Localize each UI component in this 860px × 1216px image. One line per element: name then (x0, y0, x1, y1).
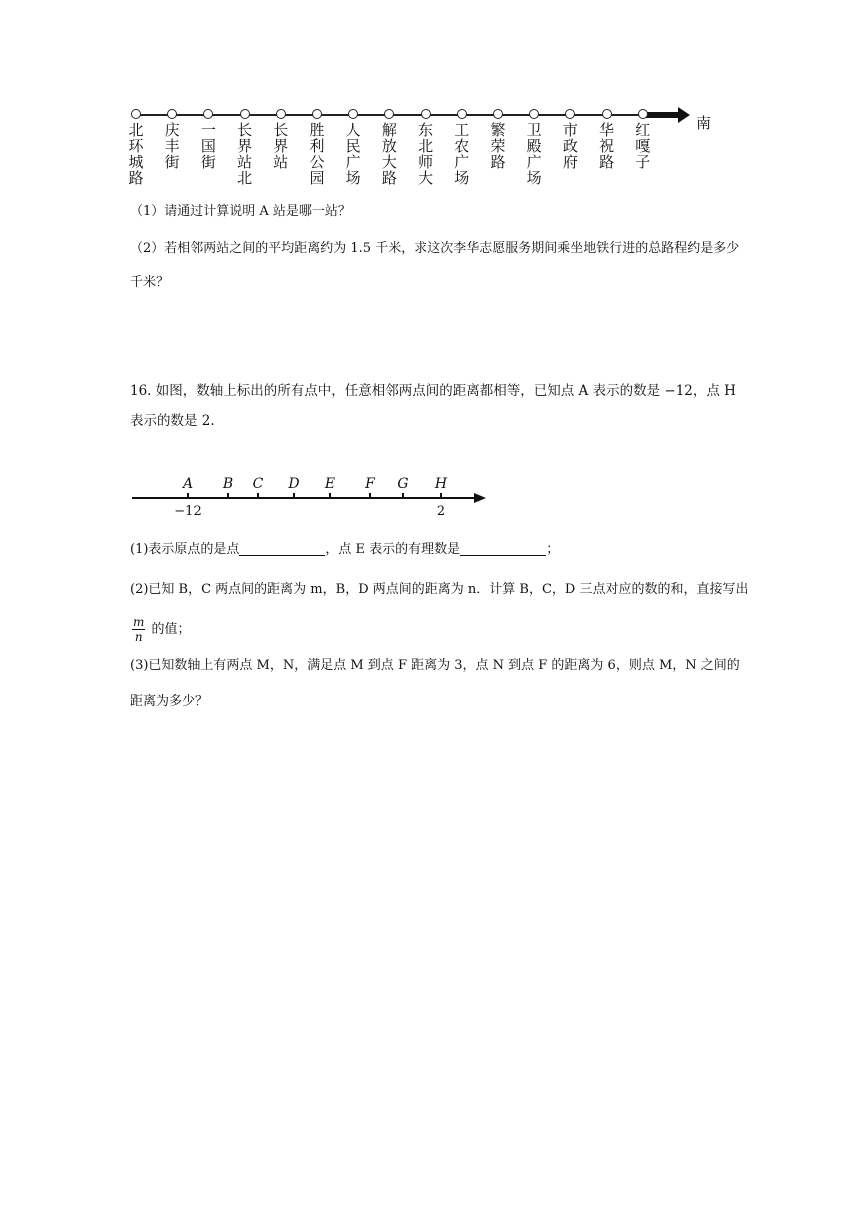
station-11 (485, 109, 511, 170)
station-dot-icon (131, 109, 141, 119)
station-dot-icon (529, 109, 539, 119)
station-name: 红嘎子 (635, 121, 651, 171)
station-name: 长界站北 (237, 121, 253, 187)
station-3 (195, 109, 221, 170)
question-15-part-1: （1）请通过计算说明 A 站是哪一站？ (130, 204, 351, 219)
station-name: 人民广场 (345, 121, 361, 187)
question-15-part-2: （2）若相邻两站之间的平均距离约为 1.5 千米，求这次李华志愿服务期间乘坐地铁行进的总路程约是多少千米？ (130, 241, 740, 290)
station-dot-icon (384, 109, 394, 119)
station-name: 卫殿广场 (526, 121, 542, 187)
question-16-part-2 (130, 570, 750, 650)
station-name: 解放大路 (381, 121, 397, 187)
station-dot-icon (421, 109, 431, 119)
station-name: 市政府 (562, 121, 578, 171)
station-name: 繁荣路 (490, 121, 506, 171)
station-6 (304, 109, 330, 186)
station-dot-icon (276, 109, 286, 119)
station-name: 东北师大 (418, 121, 434, 187)
station-13 (557, 109, 583, 170)
station-name: 胜利公园 (309, 121, 325, 187)
point-label-a: A (182, 476, 194, 492)
question-16-part-1 (130, 535, 750, 565)
tick-mark-h (440, 493, 442, 499)
station-name: 一国街 (200, 121, 216, 171)
station-name: 庆丰街 (164, 121, 180, 171)
station-10 (449, 109, 475, 186)
station-name: 工农广场 (454, 121, 470, 187)
point-label-e: E (324, 476, 336, 492)
fraction-denominator: n (134, 630, 143, 644)
station-dot-icon (203, 109, 213, 119)
station-dot-icon (348, 109, 358, 119)
station-dot-icon (638, 109, 648, 119)
tick-mark-f (369, 493, 371, 499)
point-label-f: F (365, 476, 375, 492)
part-1-text-b: ，点 E 表示的有理数是 (325, 542, 461, 557)
station-2 (159, 109, 185, 170)
number-line (132, 474, 492, 522)
direction-label: 南 (696, 114, 712, 132)
station-dot-icon (602, 109, 612, 119)
answer-blank-origin[interactable] (239, 539, 325, 556)
metro-line-diagram (120, 100, 740, 200)
part-1-text-a: (1)表示原点的是点 (130, 542, 240, 557)
tick-mark-g (402, 493, 404, 499)
station-dot-icon (167, 109, 177, 119)
station-dot-icon (240, 109, 250, 119)
station-9 (413, 109, 439, 186)
station-dot-icon (493, 109, 503, 119)
point-label-d: D (288, 476, 300, 492)
station-4 (232, 109, 258, 186)
station-name: 华祝路 (599, 121, 615, 171)
fraction-m-over-n (132, 615, 145, 644)
tick-mark-a (187, 493, 189, 499)
station-1 (123, 109, 149, 186)
station-dot-icon (457, 109, 467, 119)
direction-arrow-icon (678, 107, 690, 123)
station-5 (268, 109, 294, 170)
number-line-axis (132, 497, 476, 499)
point-label-g: G (397, 476, 409, 492)
part-1-text-c: ； (546, 542, 560, 557)
answer-blank-e-value[interactable] (460, 539, 546, 556)
station-dot-icon (565, 109, 575, 119)
question-16-stem: 16. 如图，数轴上标出的所有点中，任意相邻两点间的距离都相等，已知点 A 表示的数是 −12，点 H 表示的数是 2. (130, 383, 736, 429)
station-dot-icon (312, 109, 322, 119)
tick-mark-b (227, 493, 229, 499)
station-name: 北环城路 (128, 121, 144, 187)
tick-mark-d (293, 493, 295, 499)
point-label-c: C (252, 476, 264, 492)
value-label-a: −12 (174, 504, 202, 519)
station-15 (630, 109, 656, 170)
point-label-b: B (222, 476, 234, 492)
station-name: 长界站 (273, 121, 289, 171)
station-8 (376, 109, 402, 186)
part-2-text-a: (2)已知 B，C 两点间的距离为 m，B，D 两点间的距离为 n．计算 B，C，D 三点对应的数的和，直接写出 (130, 582, 749, 597)
fraction-numerator: m (133, 615, 145, 629)
value-label-h: 2 (436, 504, 446, 519)
tick-mark-c (257, 493, 259, 499)
station-7 (340, 109, 366, 186)
part-2-text-b: 的值； (151, 622, 191, 637)
station-14 (594, 109, 620, 170)
number-line-arrow-icon (474, 493, 486, 503)
tick-mark-e (329, 493, 331, 499)
station-12 (521, 109, 547, 186)
question-16-part-3: (3)已知数轴上有两点 M，N，满足点 M 到点 F 距离为 3，点 N 到点 F 的距离为 6，则点 M，N 之间的距离为多少？ (130, 658, 740, 709)
point-label-h: H (434, 476, 448, 492)
